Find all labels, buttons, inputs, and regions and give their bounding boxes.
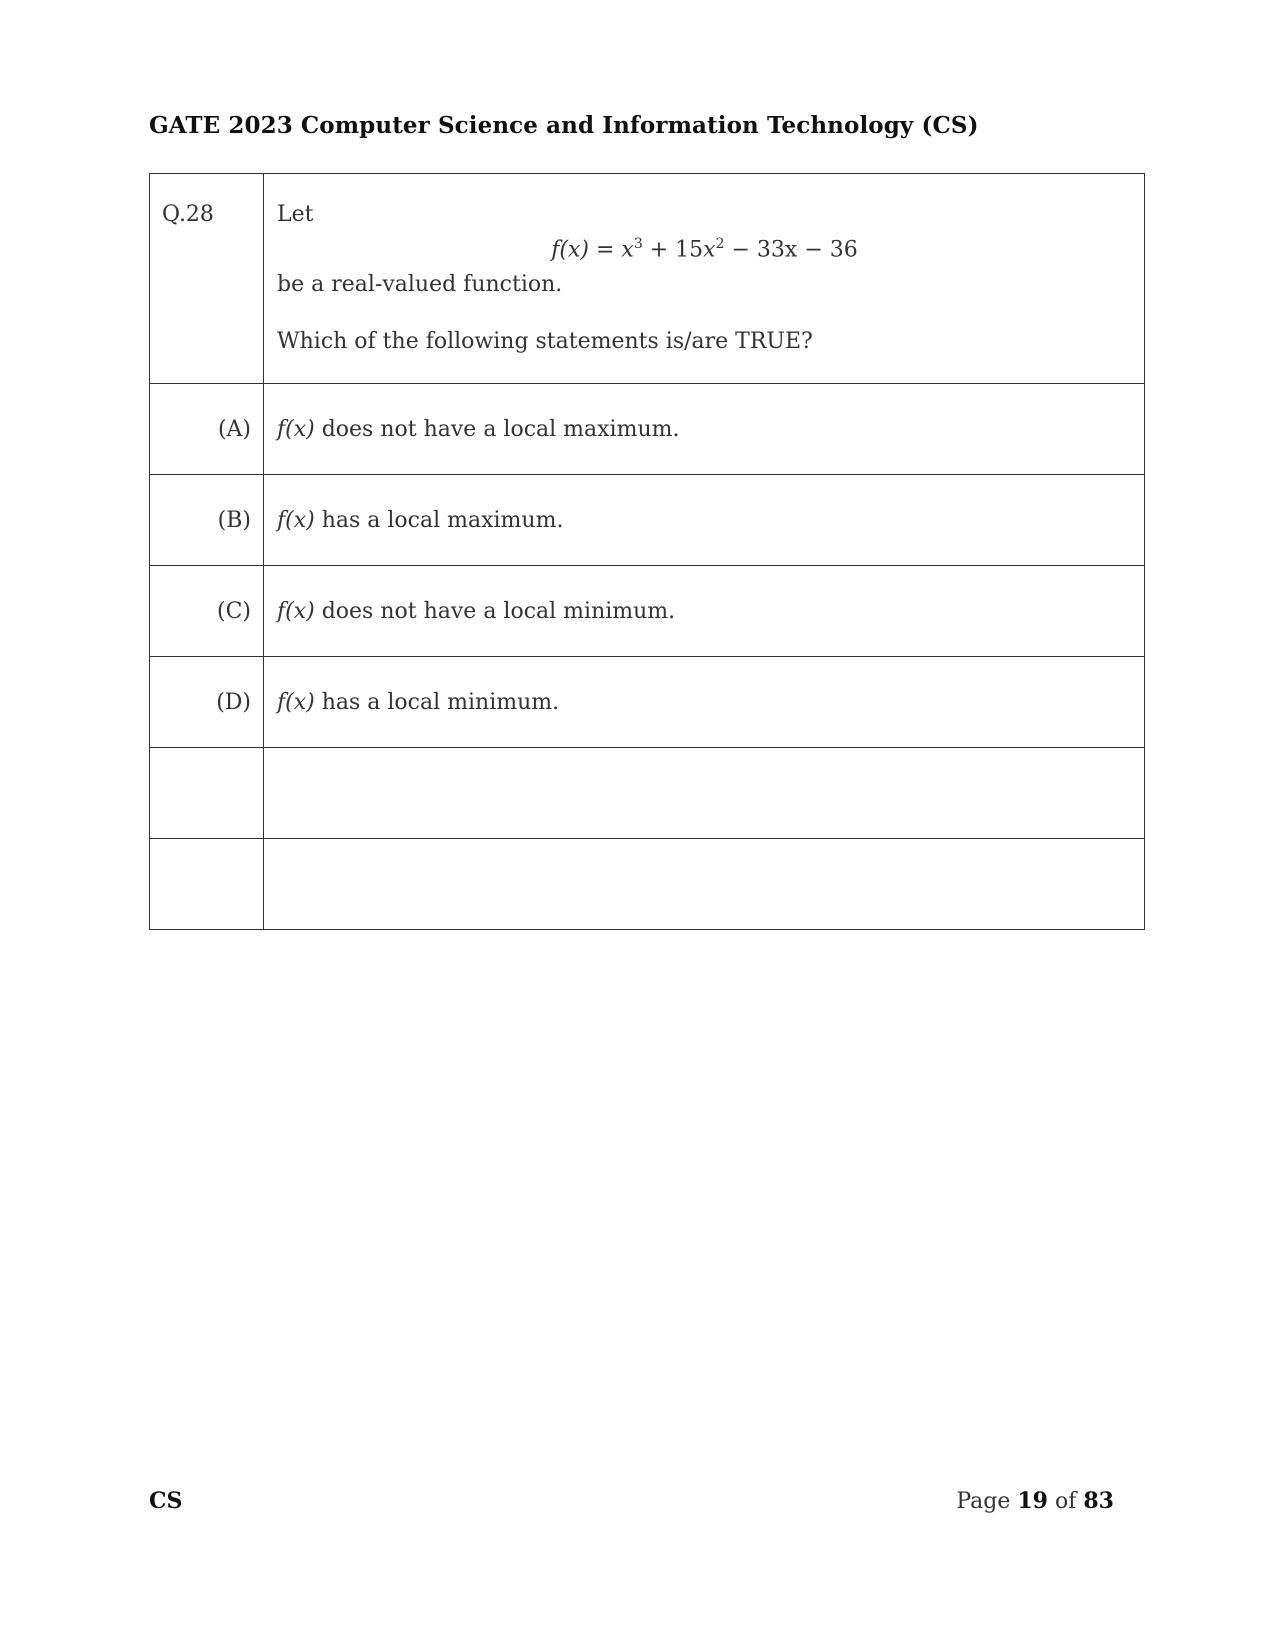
option-statement: does not have a local maximum. [314, 416, 680, 442]
footer-page-total: 83 [1083, 1488, 1114, 1514]
formula-term1-base: x [621, 237, 634, 263]
question-intro: Let [277, 202, 314, 227]
footer-of-word: of [1048, 1489, 1084, 1514]
option-row-b [150, 475, 1145, 566]
formula-term1-exp: 3 [633, 236, 643, 252]
question-line-2: be a real-valued function. [277, 272, 563, 298]
option-row-c [150, 566, 1145, 657]
formula-rest: − 33x − 36 [724, 237, 858, 263]
empty-cell [150, 839, 264, 930]
question-body [264, 174, 1145, 384]
option-text [264, 475, 1145, 566]
empty-cell [264, 839, 1145, 930]
footer-page-word: Page [956, 1489, 1018, 1514]
option-statement: does not have a local minimum. [314, 598, 676, 624]
formula-lhs: f(x) = [551, 237, 622, 263]
option-text [264, 566, 1145, 657]
option-text [264, 384, 1145, 475]
option-fx: f(x) [277, 689, 315, 715]
question-formula [277, 236, 1132, 262]
question-table [149, 173, 1145, 930]
formula-term2-base: x [703, 237, 716, 263]
option-statement: has a local minimum. [314, 689, 560, 715]
empty-cell [264, 748, 1145, 839]
option-text [264, 657, 1145, 748]
empty-cell [150, 748, 264, 839]
formula-term2-exp: 2 [715, 236, 725, 252]
empty-row [150, 839, 1145, 930]
empty-row [150, 748, 1145, 839]
option-fx: f(x) [277, 416, 315, 442]
option-fx: f(x) [277, 507, 315, 533]
option-statement: has a local maximum. [314, 507, 564, 533]
option-row-a [150, 384, 1145, 475]
question-number: Q.28 [150, 174, 264, 384]
footer-page-number [956, 1488, 1114, 1514]
footer-subject-code: CS [149, 1488, 183, 1514]
question-line-3: Which of the following statements is/are TRUE? [277, 329, 813, 355]
footer-page-current: 19 [1017, 1488, 1048, 1514]
option-label: (B) [150, 475, 264, 566]
page-header-title: GATE 2023 Computer Science and Information Technology (CS) [149, 112, 979, 139]
option-row-d [150, 657, 1145, 748]
option-label: (C) [150, 566, 264, 657]
question-row [150, 174, 1145, 384]
option-label: (A) [150, 384, 264, 475]
option-label: (D) [150, 657, 264, 748]
formula-term2: + 15 [642, 237, 704, 263]
option-fx: f(x) [277, 598, 315, 624]
